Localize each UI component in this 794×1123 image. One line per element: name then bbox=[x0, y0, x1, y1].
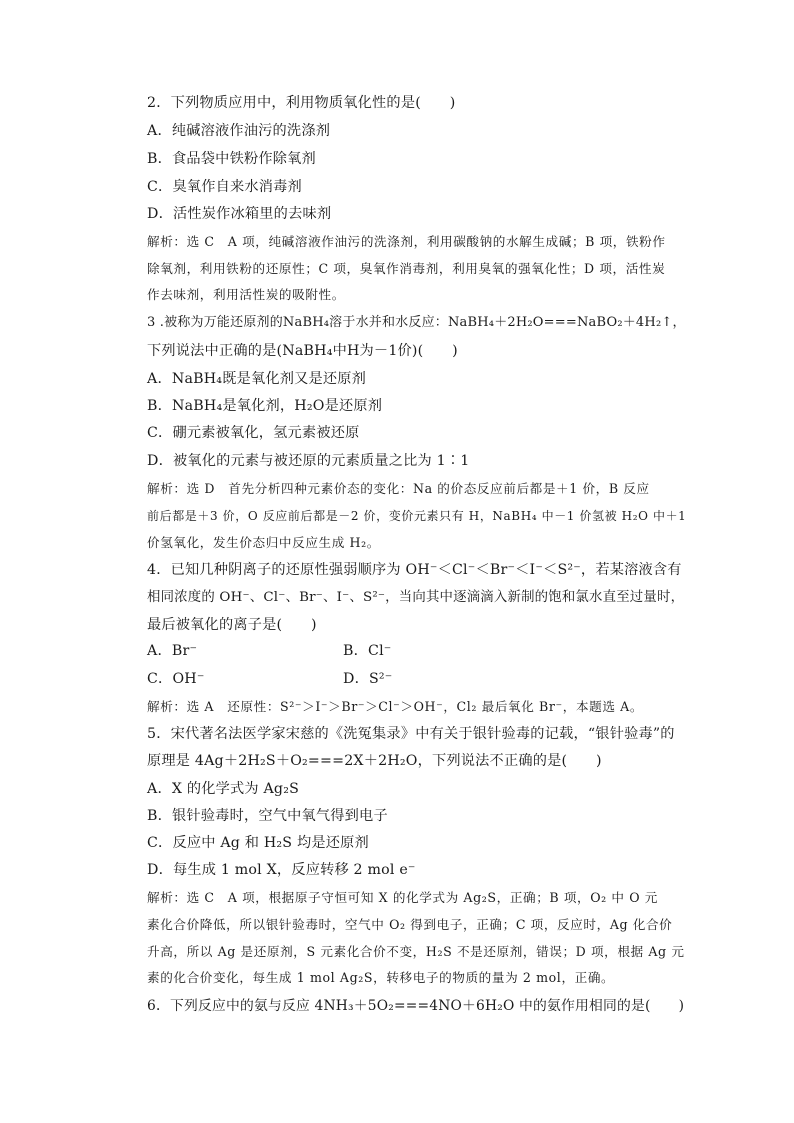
q3-option-b: B．NaBH₄是氧化剂，H₂O是还原剂 bbox=[147, 398, 383, 414]
q4-stem-line-1: 4．已知几种阴离子的还原性强弱顺序为 OH⁻＜Cl⁻＜Br⁻＜I⁻＜S²⁻，若某溶液含有 bbox=[147, 562, 682, 578]
q5-analysis-line-1: 解析：选 C A 项，根据原子守恒可知 X 的化学式为 Ag₂S，正确；B 项，O₂ 中 O 元 bbox=[147, 890, 658, 905]
q2-option-a: A．纯碱溶液作油污的洗涤剂 bbox=[147, 123, 331, 139]
q4-option-c: C．OH⁻ bbox=[147, 671, 205, 687]
q4-analysis-line-1: 解析：选 A 还原性：S²⁻＞I⁻＞Br⁻＞Cl⁻＞OH⁻，Cl₂ 最后氧化 Br⁻，本题选 A。 bbox=[147, 699, 644, 714]
q6-stem-line-1: 6．下列反应中的氨与反应 4NH₃＋5O₂===4NO＋6H₂O 中的氨作用相同的是( ) bbox=[147, 998, 685, 1014]
q2-analysis-line-3: 作去味剂，利用活性炭的吸附性。 bbox=[147, 287, 345, 302]
q5-stem-line-1: 5．宋代著名法医学家宋慈的《洗冤集录》中有关于银针验毒的记载，“银针验毒”的 bbox=[147, 726, 675, 742]
q5-stem-line-2: 原理是 4Ag＋2H₂S＋O₂===2X＋2H₂O，下列说法不正确的是( ) bbox=[147, 753, 602, 769]
q5-option-b: B．银针验毒时，空气中氧气得到电子 bbox=[147, 808, 388, 824]
q3-option-a: A．NaBH₄既是氧化剂又是还原剂 bbox=[147, 371, 367, 387]
q5-option-d: D．每生成 1 mol X，反应转移 2 mol e⁻ bbox=[147, 862, 416, 878]
q3-analysis-line-2: 前后都是＋3 价，O 反应前后都是－2 价，变价元素只有 H，NaBH₄ 中－1 价氢被 H₂O 中＋1 bbox=[147, 509, 687, 523]
q3-option-c: C．硼元素被氧化，氢元素被还原 bbox=[147, 425, 360, 441]
q4-stem-line-3: 最后被氧化的离子是( ) bbox=[147, 617, 317, 633]
q3-analysis-line-3: 价氢氧化，发生价态归中反应生成 H₂。 bbox=[147, 535, 380, 550]
q3-stem-line-2: 下列说法中正确的是(NaBH₄中H为－1价)( ) bbox=[147, 343, 458, 359]
q4-stem-line-2: 相同浓度的 OH⁻、Cl⁻、Br⁻、I⁻、S²⁻，当向其中逐滴滴入新制的饱和氯水直至过量时， bbox=[147, 590, 685, 605]
q4-option-d: D．S²⁻ bbox=[343, 671, 393, 687]
q5-analysis-line-3: 升高，所以 Ag 是还原剂，S 元素化合价不变，H₂S 不是还原剂，错误；D 项，根据 Ag 元 bbox=[147, 944, 685, 959]
q2-analysis-line-1: 解析：选 C A 项，纯碱溶液作油污的洗涤剂，利用碳酸钠的水解生成碱；B 项，铁粉作 bbox=[147, 234, 666, 249]
q2-option-d: D．活性炭作冰箱里的去味剂 bbox=[147, 206, 332, 222]
q3-option-d: D．被氧化的元素与被还原的元素质量之比为 1∶1 bbox=[147, 453, 470, 469]
q3-stem-line-1: 3 .被称为万能还原剂的NaBH₄溶于水并和水反应：NaBH₄＋2H₂O===NaBO₂＋4H₂↑， bbox=[147, 315, 686, 330]
q2-analysis-line-2: 除氧剂，利用铁粉的还原性；C 项，臭氧作消毒剂，利用臭氧的强氧化性；D 项，活性炭 bbox=[147, 261, 666, 276]
q5-analysis-line-4: 素的化合价变化，每生成 1 mol Ag₂S，转移电子的物质的量为 2 mol，正确。 bbox=[147, 970, 615, 985]
q2-option-b: B．食品袋中铁粉作除氧剂 bbox=[147, 151, 316, 167]
q2-stem: 2．下列物质应用中，利用物质氧化性的是( ) bbox=[147, 95, 456, 111]
q5-option-c: C．反应中 Ag 和 H₂S 均是还原剂 bbox=[147, 835, 369, 851]
q4-option-a: A．Br⁻ bbox=[147, 643, 198, 659]
q3-analysis-line-1: 解析：选 D 首先分析四种元素价态的变化：Na 的价态反应前后都是＋1 价，B 反应 bbox=[147, 481, 650, 496]
q2-option-c: C．臭氧作自来水消毒剂 bbox=[147, 179, 302, 195]
q5-analysis-line-2: 素化合价降低，所以银针验毒时，空气中 O₂ 得到电子，正确；C 项，反应时，Ag 化合价 bbox=[147, 917, 673, 932]
q5-option-a: A．X 的化学式为 Ag₂S bbox=[147, 781, 300, 797]
q4-option-b: B．Cl⁻ bbox=[343, 643, 392, 659]
